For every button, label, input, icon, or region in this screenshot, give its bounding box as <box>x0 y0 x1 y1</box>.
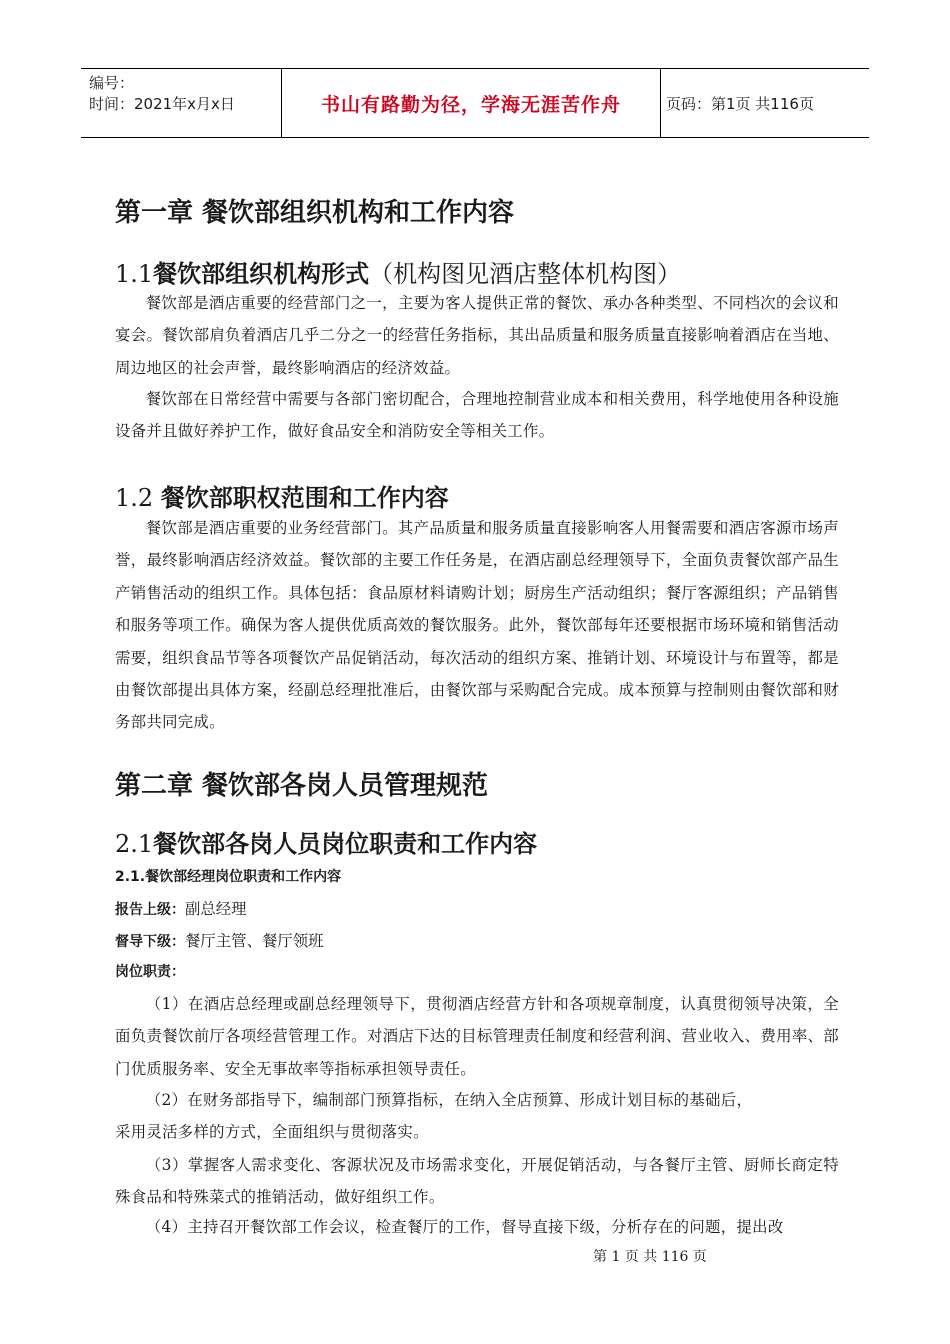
section-number: 1.2 <box>115 484 154 512</box>
section-1-1-heading <box>115 254 681 289</box>
report-to-value: 副总经理 <box>185 900 247 918</box>
duty-item: （3）掌握客人需求变化、客源状况及市场需求变化，开展促销活动，与各餐厅主管、厨师长商定特殊食品和特殊菜式的推销活动，做好组织工作。 <box>115 1156 839 1207</box>
header-meta-cell <box>81 69 282 137</box>
report-to-line <box>115 897 247 919</box>
header-page-info: 页码：第1页 共116页 <box>666 94 814 113</box>
section-title: 餐饮部各岗人员岗位职责和工作内容 <box>153 830 538 858</box>
chapter-2-title: 第二章 餐饮部各岗人员管理规范 <box>115 771 489 801</box>
duty-item: （1）在酒店总经理或副总经理领导下，贯彻酒店经营方针和各项规章制度，认真贯彻领导决策，全面负责餐饮前厅各项经营管理工作。对酒店下达的目标管理责任制度和经营利润、营业收入、费用率、部门优质服务率、安全无事故率等指标承担领导责任。 <box>115 995 839 1078</box>
chapter-1-title: 第一章 餐饮部组织机构和工作内容 <box>115 198 515 228</box>
section-title: 餐饮部组织机构形式 <box>153 260 370 288</box>
supervise-value: 餐厅主管、餐厅领班 <box>185 932 324 950</box>
page-footer: 第 1 页 共 116 页 <box>593 1249 707 1265</box>
supervise-line <box>115 929 324 951</box>
subsection-title: 2.1.餐饮部经理岗位职责和工作内容 <box>115 869 342 885</box>
supervise-label: 督导下级： <box>115 934 185 950</box>
section-2-1-heading <box>115 824 537 859</box>
header-motto-cell <box>282 69 661 137</box>
section-title: 餐饮部职权范围和工作内容 <box>160 484 449 512</box>
page-header <box>81 68 869 138</box>
header-page-cell <box>661 69 869 137</box>
document-number-label: 编号： <box>89 74 135 92</box>
section-1-2-heading <box>115 478 449 513</box>
paragraph: 餐饮部在日常经营中需要与各部门密切配合，合理地控制营业成本和相关费用，科学地使用各种设施设备并且做好养护工作，做好食品安全和消防安全等相关工作。 <box>115 390 839 441</box>
duty-label: 岗位职责： <box>115 964 185 980</box>
duty-item: 采用灵活多样的方式，全面组织与贯彻落实。 <box>115 1123 429 1141</box>
section-note: （机构图见酒店整体机构图） <box>369 260 682 288</box>
document-date: 时间：2021年x月x日 <box>89 95 235 113</box>
duty-line <box>115 961 185 981</box>
section-number: 2.1 <box>115 830 154 858</box>
paragraph: 餐饮部是酒店重要的业务经营部门。其产品质量和服务质量直接影响客人用餐需要和酒店客源市场声誉，最终影响酒店经济效益。餐饮部的主要工作任务是，在酒店副总经理领导下，全面负责餐饮部产品生产销售活动的组织工作。具体包括：食品原材料请购计划；厨房生产活动组织；餐厅客源组织；产品销售和服务等项工作。确保为客人提供优质高效的餐饮服务。此外，餐饮部每年还要根据市场环境和销售活动需要，组织食品节等各项餐饮产品促销活动，每次活动的组织方案、推销计划、环境设计与布置等，都是由餐饮部提出具体方案，经副总经理批准后，由餐饮部与采购配合完成。成本预算与控制则由餐饮部和财务部共同完成。 <box>115 519 839 732</box>
report-to-label: 报告上级： <box>115 902 185 918</box>
section-number: 1.1 <box>115 260 154 288</box>
duty-item: （4）主持召开餐饮部工作会议，检查餐厅的工作，督导直接下级，分析存在的问题，提出改 <box>145 1218 784 1236</box>
header-motto: 书山有路勤为径，学海无涯苦作舟 <box>320 93 621 116</box>
duty-item: （2）在财务部指导下，编制部门预算指标，在纳入全店预算、形成计划目标的基础后， <box>145 1091 753 1109</box>
paragraph: 餐饮部是酒店重要的经营部门之一，主要为客人提供正常的餐饮、承办各种类型、不同档次的会议和宴会。餐饮部肩负着酒店几乎二分之一的经营任务指标，其出品质量和服务质量直接影响着酒店在当地、周边地区的社会声誉，最终影响酒店的经济效益。 <box>115 294 839 377</box>
